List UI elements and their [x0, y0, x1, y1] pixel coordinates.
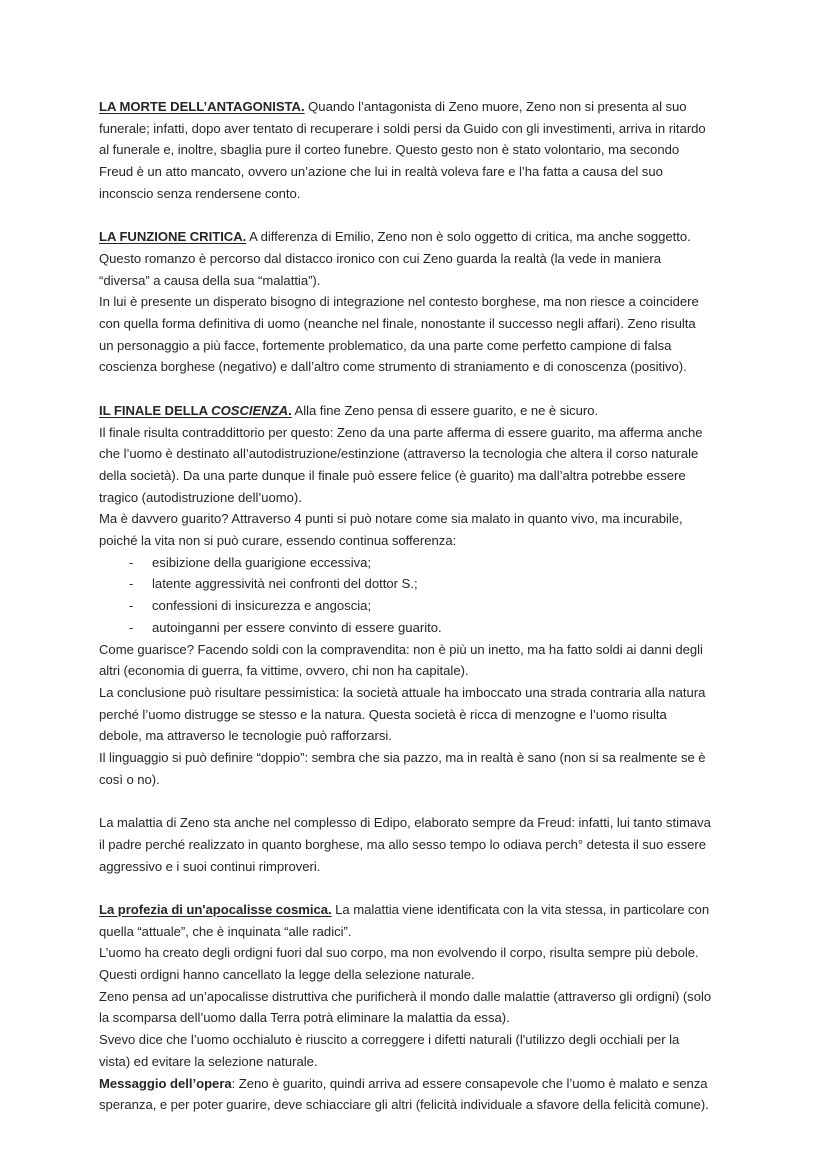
section-finale-coscienza — [99, 400, 712, 422]
heading-text-italic-coscienza: COSCIENZA — [211, 402, 289, 418]
messaggio-opera-lead: Messaggio dell’opera — [99, 1075, 232, 1091]
section-text-funzione-critica: A differenza di Emilio, Zeno non è solo oggetto di critica, ma anche soggetto. Questo romanzo è percorso dal distacco ironico con cui Zeno guarda la realtà (la vede in maniera “diversa” a causa della sua “malattia”). — [99, 229, 691, 288]
list-marker-icon: - — [129, 576, 134, 592]
sintomi-list — [99, 552, 712, 639]
section-morte-antagonista — [99, 96, 712, 205]
section-text-morte-antagonista: Quando l’antagonista di Zeno muore, Zeno non si presenta al suo funerale; infatti, dopo aver tentato di recuperare i soldi persi da Guido con gli investimenti, arriva in ritardo al funerale e, inoltre, sbaglia pure il corteo funebre. Questo gesto non è stato volontario, ma secondo Freud è un atto mancato, ovvero un’azione che lui in realtà voleva fare e l’ha fatta a causa del suo inconscio senza rendersene conto. — [99, 99, 706, 201]
list-marker-icon: - — [129, 554, 134, 570]
list-item — [99, 617, 712, 639]
block-spacer — [99, 877, 712, 899]
heading-text-part1: IL FINALE DELLA — [99, 402, 212, 418]
paragraph-complesso-edipo: La malattia di Zeno sta anche nel complesso di Edipo, elaborato sempre da Freud: infatti, lui tanto stimava il padre perché realizzato in quanto borghese, ma allo sesso tempo lo odiava perch° detesta il suo essere aggressivo e i suoi continui rimproveri. — [99, 815, 711, 874]
paragraph-finale-quattro-punti: Ma è davvero guarito? Attraverso 4 punti si può notare come sia malato in quanto vivo, ma incurabile, poiché la vita non si può curare, essendo continua sofferenza: — [99, 511, 683, 549]
block-spacer — [99, 790, 712, 812]
list-item-label: latente aggressività nei confronti del dottor S.; — [152, 576, 418, 592]
paragraph-come-guarisce: Come guarisce? Facendo soldi con la compravendita: non è più un inetto, ma ha fatto soldi ai danni degli altri (economia di guerra, fa vittime, ovvero, chi non ha capitale). — [99, 641, 703, 679]
section-heading-profezia-apocalisse: La profezia di un'apocalisse cosmica. — [99, 901, 332, 917]
list-item-label: esibizione della guarigione eccessiva; — [152, 554, 372, 570]
paragraph-apocalisse-distruttiva: Zeno pensa ad un’apocalisse distruttiva che purificherà il mondo dalle malattie (attraverso gli ordigni) (solo la scomparsa dell’uomo dalla Terra potrà eliminare la malattia da essa). — [99, 988, 712, 1026]
paragraph-funzione-critica-2: In lui è presente un disperato bisogno di integrazione nel contesto borghese, ma non riesce a coincidere con quella forma definitiva di uomo (neanche nel finale, nonostante il successo negli affari). Zeno risulta un personaggio a più facce, fortemente problematico, da una parte come perfetto campione di falsa coscienza borghese (negativo) e dall’altro come strumento di straniamento e di conoscenza (positivo). — [99, 294, 699, 375]
list-item — [99, 552, 712, 574]
messaggio-opera-text: : Zeno è guarito, quindi arriva ad essere consapevole che l’uomo è malato e senza speranza, e per poter guarire, deve schiacciare gli altri (felicità individuale a sfavore della felicità comune). — [99, 1075, 709, 1113]
paragraph-conclusione-pessimistica: La conclusione può risultare pessimistica: la società attuale ha imboccato una strada contraria alla natura perché l’uomo distrugge se stesso e la natura. Questa società è ricca di menzogne e l’uomo risulta debole, ma attraverso le tecnologie può rafforzarsi. — [99, 684, 706, 744]
section-heading-morte-antagonista: LA MORTE DELL’ANTAGONISTA. — [99, 99, 305, 114]
list-item — [99, 595, 712, 617]
section-heading-finale-coscienza — [99, 403, 292, 418]
paragraph-linguaggio-doppio: Il linguaggio si può definire “doppio”: sembra che sia pazzo, ma in realtà è sano (non si sa realmente se è così o no). — [99, 750, 706, 787]
list-marker-icon: - — [129, 619, 134, 635]
section-funzione-critica — [99, 226, 712, 291]
document-body — [99, 96, 712, 1116]
paragraph-finale-contraddittorio: Il finale risulta contraddittorio per questo: Zeno da una parte afferma di essere guarito, ma afferma anche che l’uomo è destinato all’autodistruzione/estinzione (attraverso la tecnologia che altera il corso naturale della società). Da una parte dunque il finale può essere felice (è guarito) ma dall’altra potrebbe essere tragico (autodistruzione dell’uomo). — [99, 424, 703, 505]
list-item — [99, 573, 712, 595]
section-profezia-apocalisse — [99, 899, 712, 942]
block-spacer — [99, 205, 712, 227]
paragraph-ordigni: L’uomo ha creato degli ordigni fuori dal suo corpo, ma non evolvendo il corpo, risulta sempre più debole. Questi ordigni hanno cancellato la legge della selezione naturale. — [99, 945, 699, 983]
paragraph-messaggio-opera — [99, 1073, 712, 1116]
section-text-profezia-apocalisse: La malattia viene identificata con la vita stessa, in particolare con quella “attuale”, che è inquinata “alle radici”. — [99, 901, 710, 939]
section-text-finale-coscienza: Alla fine Zeno pensa di essere guarito, e ne è sicuro. — [291, 402, 599, 418]
list-item-label: confessioni di insicurezza e angoscia; — [152, 598, 372, 614]
list-item-label: autoinganni per essere convinto di essere guarito. — [152, 619, 442, 635]
block-spacer — [99, 378, 712, 400]
list-marker-icon: - — [129, 598, 134, 614]
paragraph-uomo-occhialuto: Svevo dice che l’uomo occhialuto è riuscito a correggere i difetti naturali (l'utilizzo degli occhiali per la vista) ed evitare la selezione naturale. — [99, 1032, 680, 1069]
section-heading-funzione-critica: LA FUNZIONE CRITICA. — [99, 229, 247, 245]
heading-text-part2: . — [288, 402, 292, 418]
